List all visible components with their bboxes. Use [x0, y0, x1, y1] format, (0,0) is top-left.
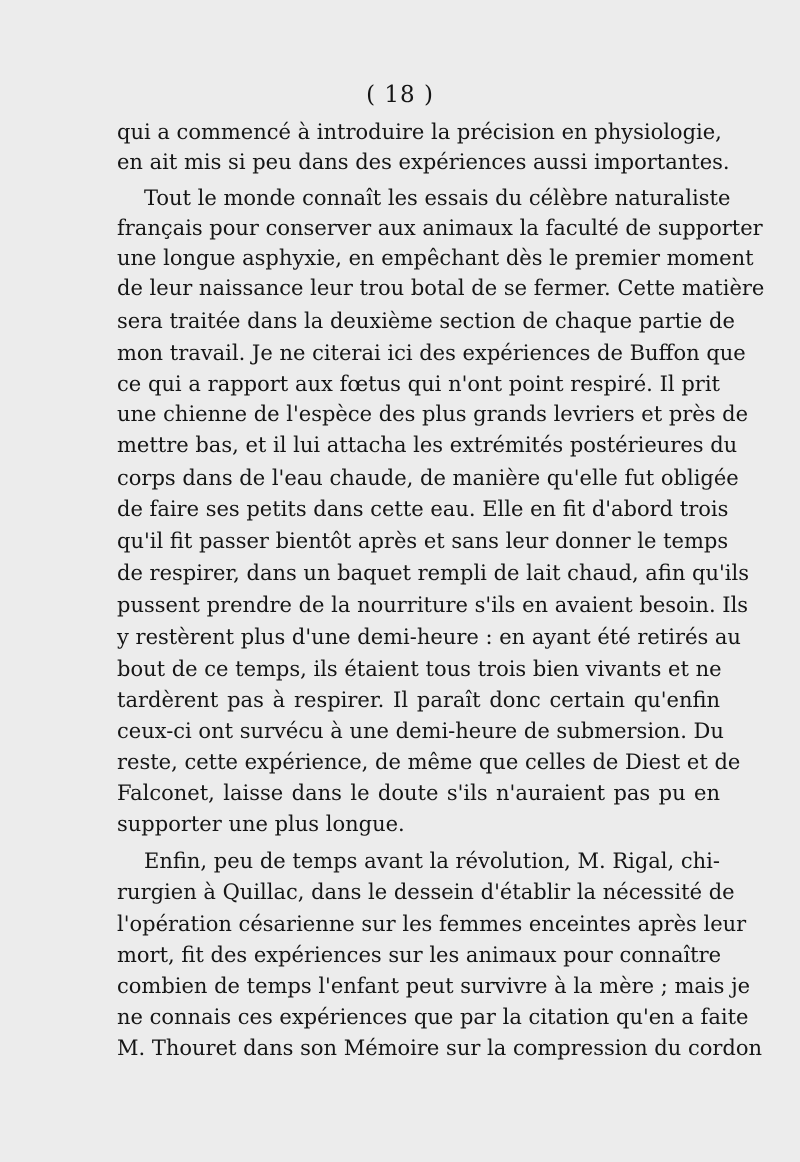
text-line: mettre bas, et il lui attacha les extrémités postérieures du	[117, 433, 738, 457]
text-line: ne connais ces expériences que par la citation qu'en a faite	[117, 1005, 749, 1029]
text-line: en ait mis si peu dans des expériences aussi importantes.	[117, 150, 730, 174]
text-line: une longue asphyxie, en empêchant dès le premier moment	[117, 246, 754, 270]
paragraph-start-line: Tout le monde connaît les essais du célèbre naturaliste	[144, 186, 731, 210]
text-line: une chienne de l'espèce des plus grands levriers et près de	[117, 402, 749, 426]
text-line: M. Thouret dans son Mémoire sur la compression du cordon	[117, 1036, 763, 1060]
text-line: mon travail. Je ne citerai ici des expériences de Buffon que	[117, 341, 746, 365]
text-line: sera traitée dans la deuxième section de chaque partie de	[117, 309, 735, 333]
text-line: mort, fit des expériences sur les animaux pour connaître	[117, 943, 722, 967]
text-line: l'opération césarienne sur les femmes enceintes après leur	[117, 912, 747, 936]
text-line: de faire ses petits dans cette eau. Elle en fit d'abord trois	[117, 497, 729, 521]
text-line: bout de ce temps, ils étaient tous trois bien vivants et ne	[117, 657, 722, 681]
text-line: combien de temps l'enfant peut survivre à la mère ; mais je	[117, 974, 751, 998]
text-line: qu'il fit passer bientôt après et sans leur donner le temps	[117, 529, 729, 553]
text-line: supporter une plus longue.	[117, 812, 405, 836]
text-line: de leur naissance leur trou botal de se fermer. Cette matière	[117, 276, 765, 300]
text-line: français pour conserver aux animaux la faculté de supporter	[117, 216, 763, 240]
text-line: reste, cette expérience, de même que celles de Diest et de	[117, 750, 741, 774]
text-line: tardèrent pas à respirer. Il paraît donc certain qu'enfin	[117, 688, 720, 712]
text-line: de respirer, dans un baquet rempli de lait chaud, afin qu'ils	[117, 561, 749, 585]
paragraph-start-line: Enfin, peu de temps avant la révolution, M. Rigal, chi-	[144, 849, 720, 873]
text-line: qui a commencé à introduire la précision en physiologie,	[117, 120, 722, 144]
page-number: ( 18 )	[366, 82, 434, 108]
text-line: rurgien à Quillac, dans le dessein d'établir la nécessité de	[117, 880, 735, 904]
text-line: ceux-ci ont survécu à une demi-heure de submersion. Du	[117, 719, 724, 743]
text-line: corps dans de l'eau chaude, de manière qu'elle fut obligée	[117, 466, 739, 490]
text-line: Falconet, laisse dans le doute s'ils n'auraient pas pu en	[117, 781, 720, 805]
text-line: y restèrent plus d'une demi-heure : en ayant été retirés au	[117, 625, 741, 649]
text-line: ce qui a rapport aux fœtus qui n'ont point respiré. Il prit	[117, 372, 720, 396]
text-line: pussent prendre de la nourriture s'ils en avaient besoin. Ils	[117, 593, 749, 617]
